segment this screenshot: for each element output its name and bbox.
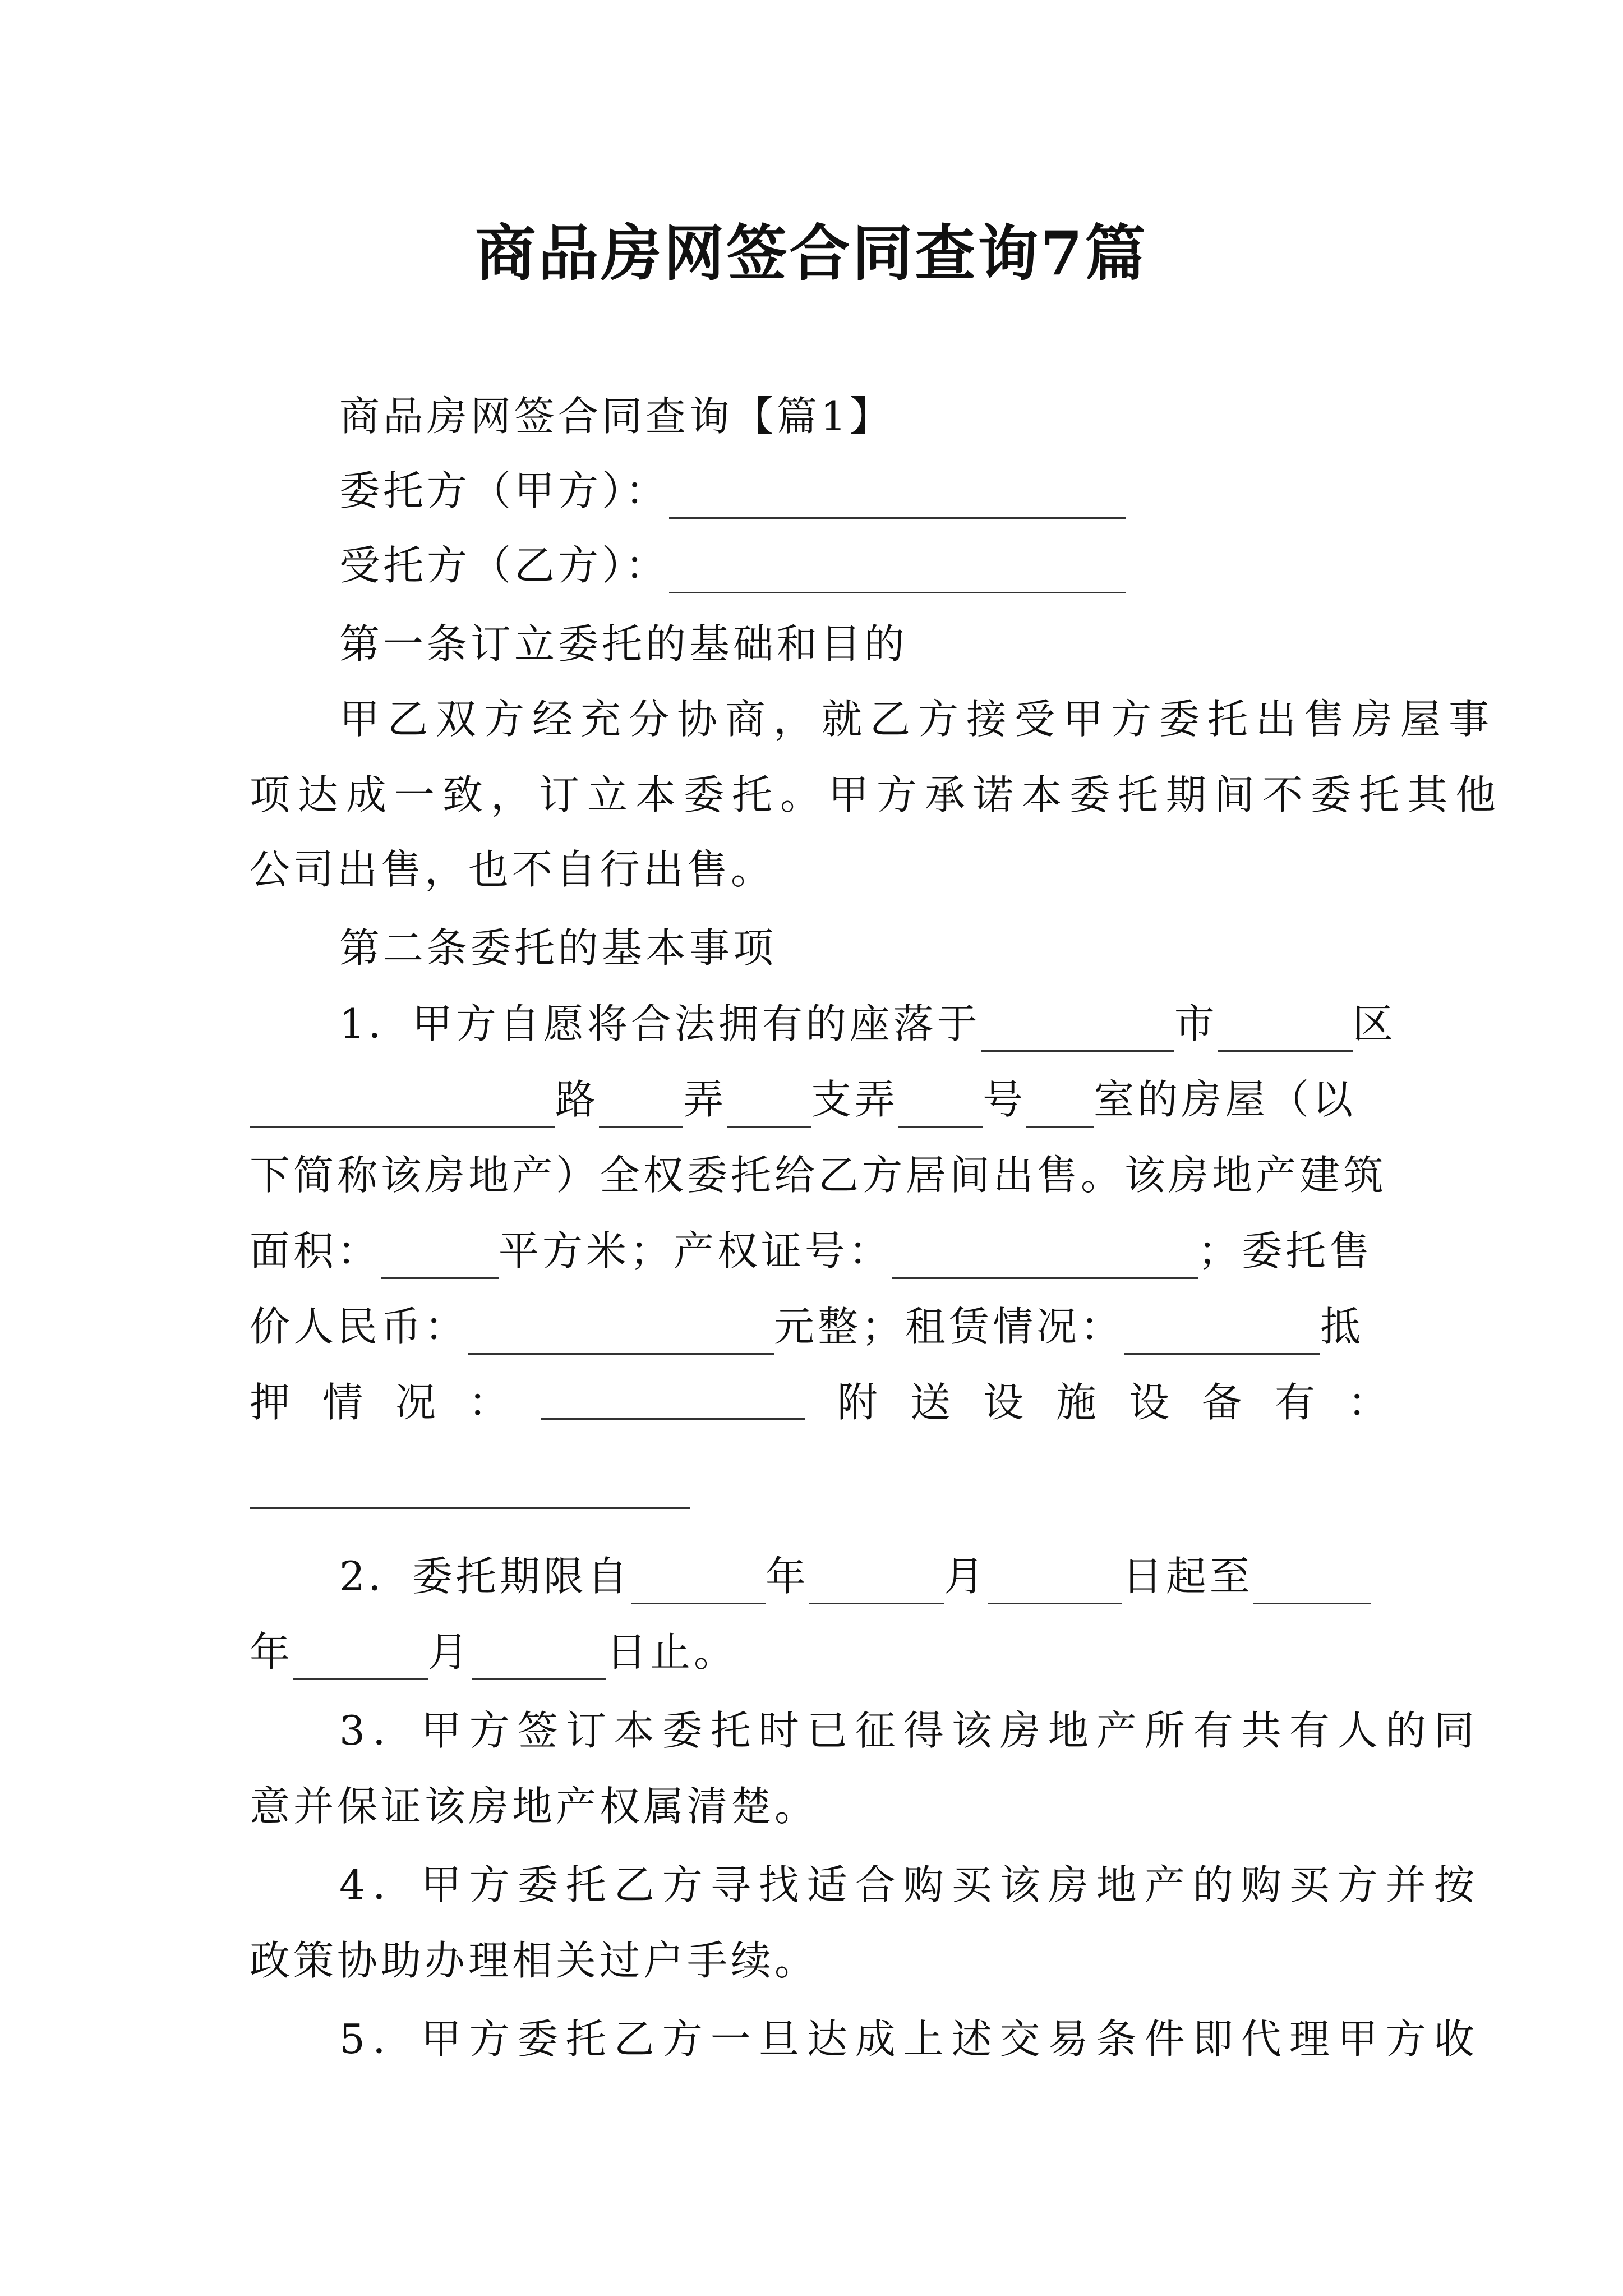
item3-line1: 3．甲方签订本委托时已征得该房地产所有共有人的同	[339, 1707, 1482, 1754]
sqm-label: 平方米；产权证号：	[499, 1227, 893, 1274]
item1-prefix: 1．甲方自愿将合法拥有的座落于	[339, 1000, 981, 1047]
facility-blank	[250, 1464, 690, 1509]
certificate-blank	[892, 1234, 1198, 1279]
currency-label: 价人民币：	[250, 1303, 469, 1350]
article1-line2: 项达成一致，订立本委托。甲方承诺本委托期间不委托其他	[250, 771, 1504, 818]
city-label: 市	[1174, 1000, 1218, 1047]
item1-line2	[250, 1071, 1356, 1128]
facility-char: 备	[1201, 1379, 1242, 1426]
agent-line	[339, 537, 1126, 593]
article1-heading: 第一条订立委托的基础和目的	[339, 620, 909, 668]
day-to-label: 日止。	[606, 1628, 738, 1676]
principal-label: 委托方（甲方）：	[339, 467, 670, 514]
year-blank	[631, 1559, 766, 1604]
month-label: 月	[943, 1553, 988, 1600]
month-blank	[809, 1559, 944, 1604]
item1-line3: 下简称该房地产）全权委托给乙方居间出售。该房地产建筑	[250, 1152, 1387, 1199]
number-blank	[898, 1082, 983, 1128]
area-label: 面积：	[250, 1227, 381, 1274]
facility-char: 送	[910, 1379, 951, 1426]
mortgage-tail: 抵	[1320, 1303, 1364, 1350]
section-heading: 商品房网签合同查询【篇1】	[339, 393, 893, 440]
principal-blank	[669, 473, 1126, 519]
item2-prefix: 2．委托期限自	[339, 1553, 631, 1600]
lane-blank	[599, 1082, 683, 1128]
lease-blank	[1124, 1309, 1320, 1355]
facility-char: ：	[1347, 1379, 1388, 1426]
document-title: 商品房网签合同查询7篇	[475, 218, 1148, 289]
agent-blank	[669, 548, 1126, 593]
road-blank	[250, 1082, 555, 1128]
item2-line1	[339, 1548, 1371, 1604]
item4-line1: 4．甲方委托乙方寻找适合购买该房地产的购买方并按	[339, 1861, 1482, 1908]
article1-line3: 公司出售，也不自行出售。	[250, 846, 775, 893]
facility-char: 施	[1055, 1379, 1096, 1426]
facility-char: 附	[837, 1379, 878, 1426]
item2-line2	[250, 1624, 737, 1680]
sale-price-label: ；委托售	[1198, 1227, 1373, 1274]
price-blank	[468, 1309, 774, 1355]
yuan-label: 元整；租赁情况：	[774, 1303, 1124, 1350]
facility-char: 设	[983, 1379, 1023, 1426]
item1-line5	[250, 1299, 1364, 1355]
room-blank	[1026, 1082, 1094, 1128]
item1-line6	[250, 1374, 1388, 1430]
item4-line2: 政策协助办理相关过户手续。	[250, 1937, 819, 1984]
road-label: 路	[555, 1076, 600, 1123]
year-end-blank	[1253, 1559, 1371, 1604]
number-label: 号	[983, 1076, 1027, 1123]
principal-line	[339, 463, 1126, 519]
branch-lane-label: 支弄	[811, 1076, 899, 1123]
mortgage-char: ：	[468, 1379, 509, 1426]
month-end-blank	[293, 1635, 428, 1680]
mortgage-char: 况	[395, 1379, 436, 1426]
day-from-label: 日起至	[1122, 1553, 1253, 1600]
city-blank	[981, 1006, 1174, 1052]
lane-label: 弄	[683, 1076, 727, 1123]
branch-lane-blank	[727, 1082, 811, 1128]
article2-heading: 第二条委托的基本事项	[339, 924, 777, 972]
item5-line1: 5．甲方委托乙方一旦达成上述交易条件即代理甲方收	[339, 2016, 1482, 2063]
mortgage-blank	[541, 1374, 805, 1420]
day-blank	[988, 1559, 1122, 1604]
month2-label: 月	[428, 1628, 472, 1676]
article1-line1: 甲乙双方经充分协商，就乙方接受甲方委托出售房屋事	[339, 696, 1497, 743]
area-blank	[381, 1234, 499, 1279]
day-end-blank	[472, 1635, 606, 1680]
room-suffix: 室的房屋（以	[1094, 1076, 1357, 1123]
item1-line1	[339, 996, 1396, 1052]
facility-char: 设	[1128, 1379, 1169, 1426]
district-blank	[1218, 1006, 1353, 1052]
item1-line4	[250, 1223, 1373, 1279]
mortgage-char: 押	[250, 1379, 291, 1426]
item3-line2: 意并保证该房地产权属清楚。	[250, 1783, 819, 1830]
year2-label: 年	[250, 1628, 294, 1676]
agent-label: 受托方（乙方）：	[339, 542, 670, 589]
facility-blank-line	[250, 1453, 690, 1509]
district-label: 区	[1352, 1000, 1396, 1047]
mortgage-char: 情	[322, 1379, 363, 1426]
year-label: 年	[765, 1553, 809, 1600]
facility-char: 有	[1274, 1379, 1315, 1426]
